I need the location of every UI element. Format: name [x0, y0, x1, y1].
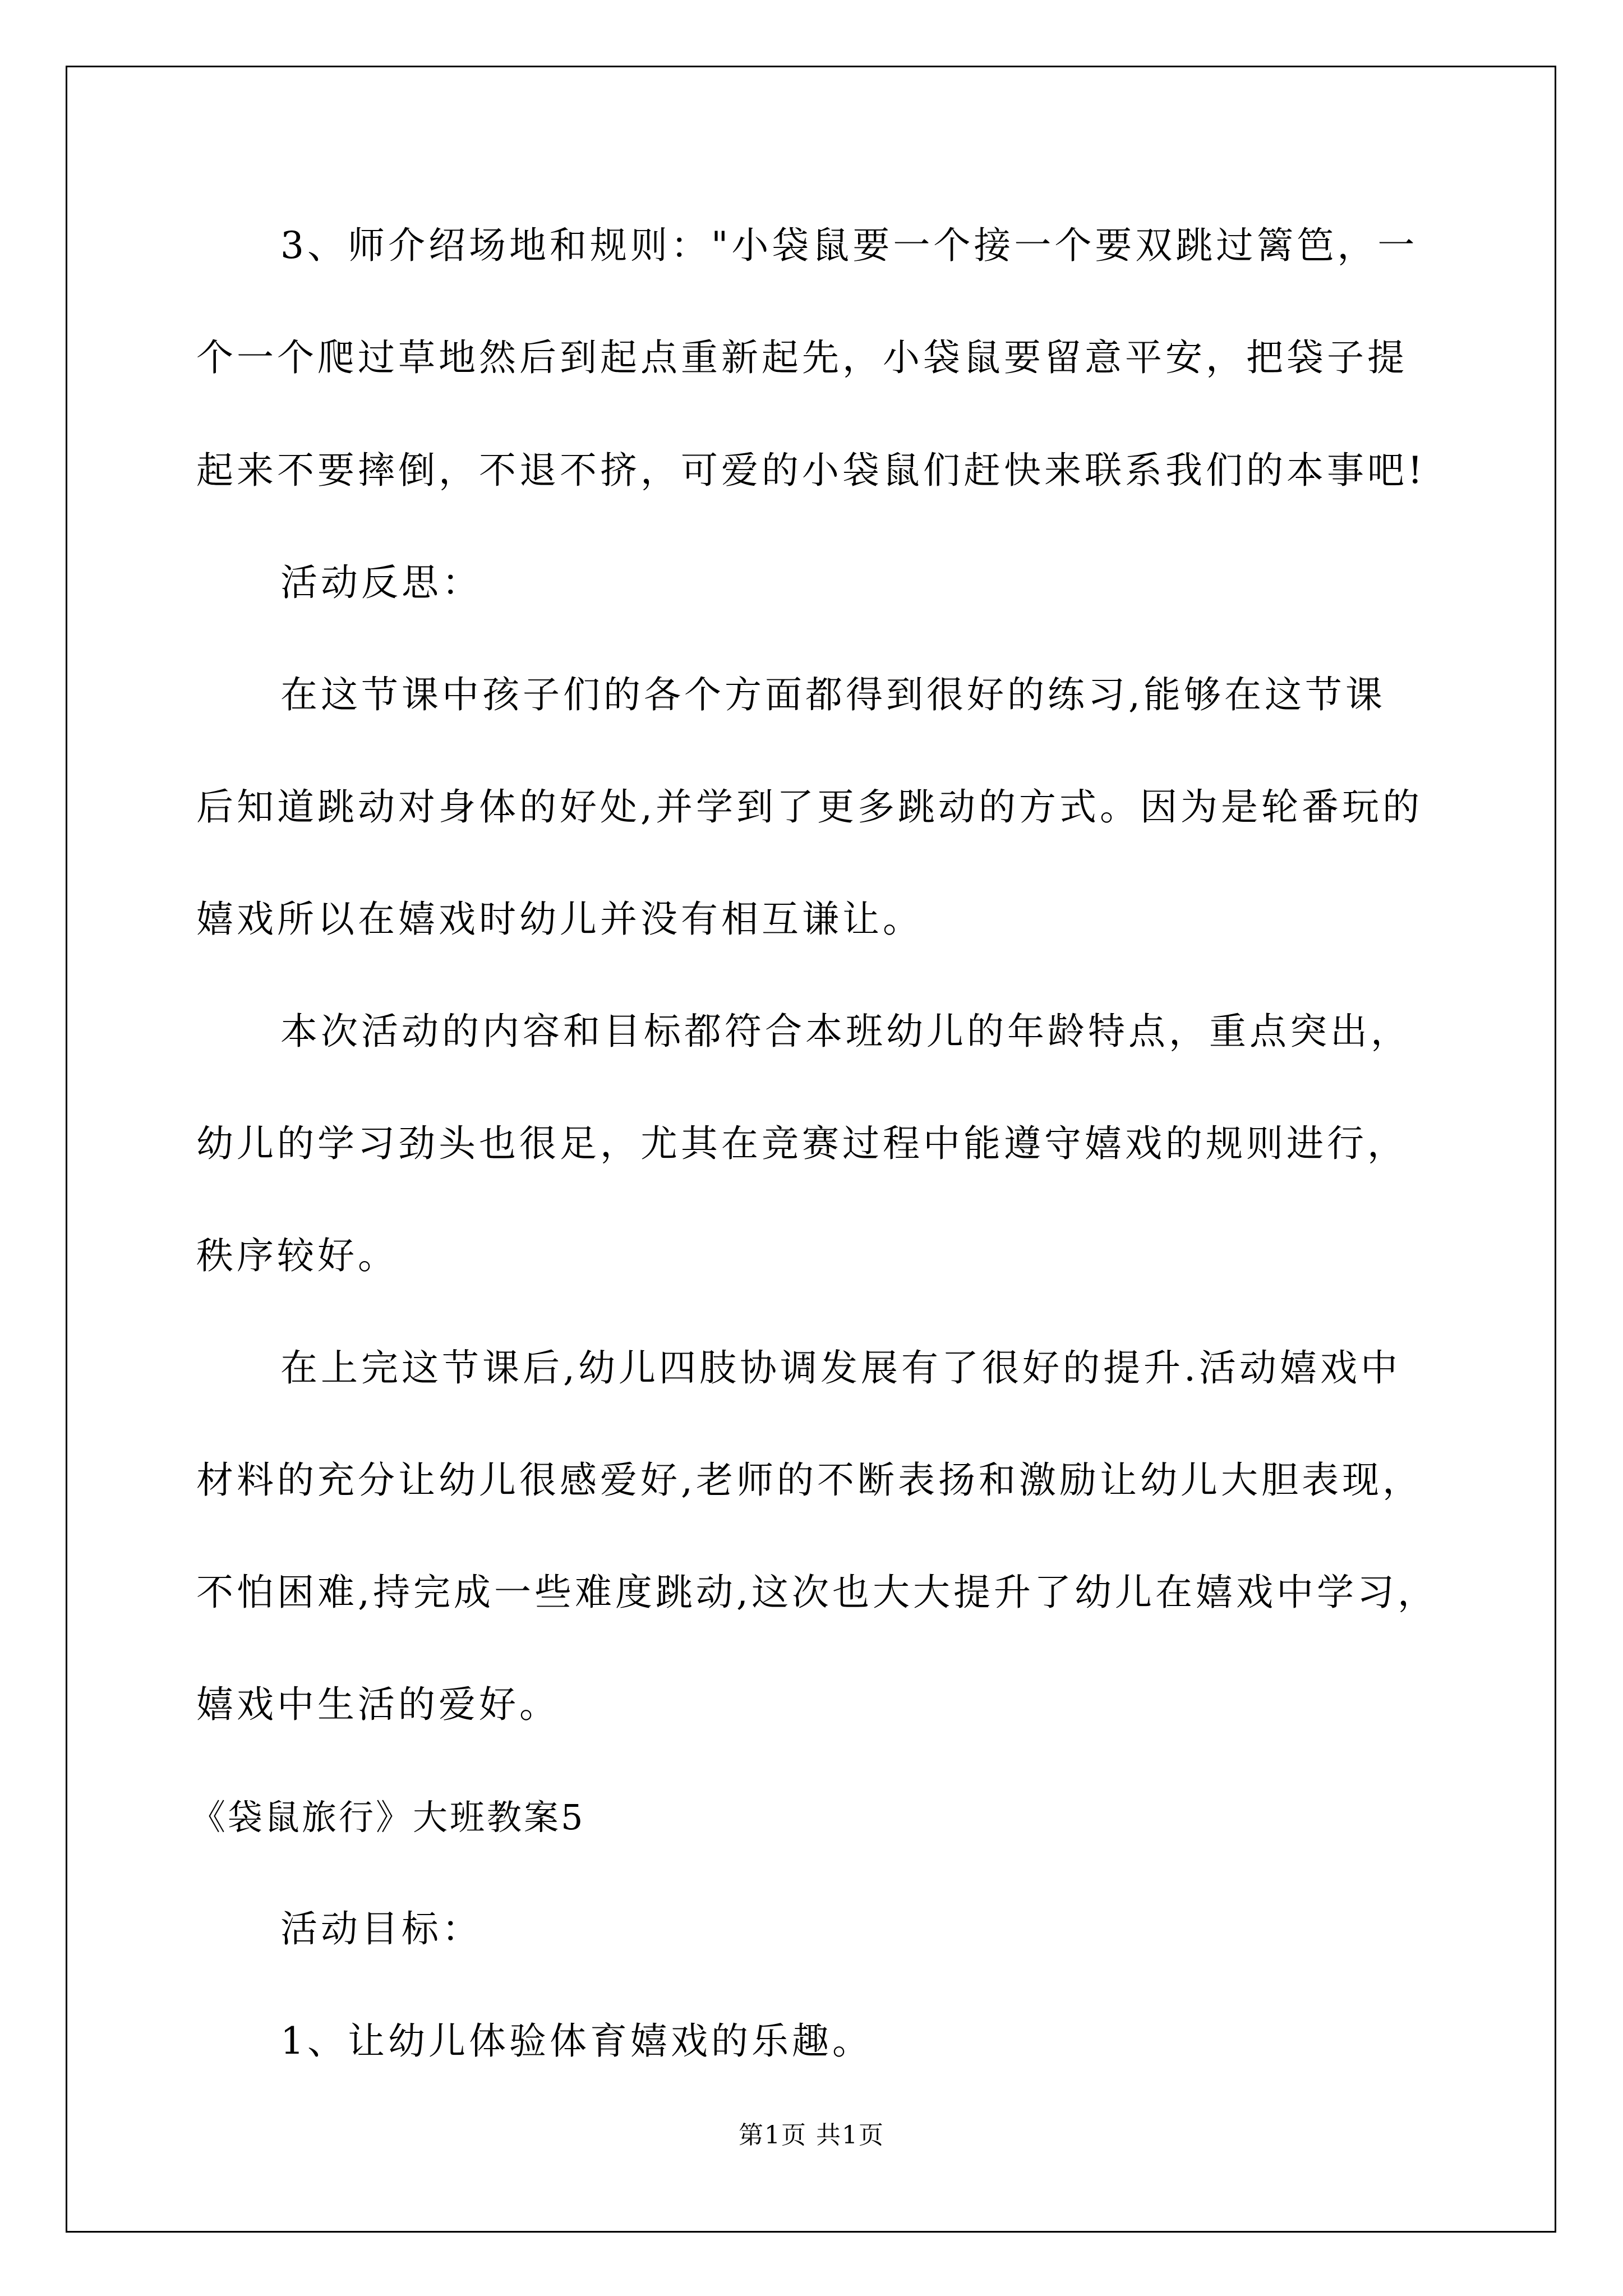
paragraph-line: 嬉戏所以在嬉戏时幼儿并没有相互谦让。 [196, 898, 923, 941]
section-heading: 活动目标： [280, 1907, 482, 1950]
paragraph-line: 不怕困难,持完成一些难度跳动,这次也大大提升了幼儿在嬉戏中学习， [196, 1571, 1438, 1614]
lesson-title: 《袋鼠旅行》大班教案5 [191, 1797, 585, 1838]
page-footer: 第1页 共1页 [739, 2121, 884, 2150]
paragraph-line: 幼儿的学习劲头也很足，尤其在竞赛过程中能遵守嬉戏的规则进行， [196, 1122, 1408, 1165]
paragraph-line: 3、师介绍场地和规则："小袋鼠要一个接一个要双跳过篱笆，一 [280, 224, 1418, 267]
paragraph-line: 材料的充分让幼儿很感爱好,老师的不断表扬和激励让幼儿大胆表现， [196, 1458, 1423, 1502]
paragraph-line: 在这节课中孩子们的各个方面都得到很好的练习,能够在这节课 [280, 673, 1386, 716]
paragraph-line: 嬉戏中生活的爱好。 [196, 1683, 560, 1726]
paragraph-line: 秩序较好。 [196, 1234, 398, 1277]
paragraph-line: 后知道跳动对身体的好处,并学到了更多跳动的方式。因为是轮番玩的 [196, 785, 1423, 829]
paragraph-line: 起来不要摔倒，不退不挤，可爱的小袋鼠们赶快来联系我们的本事吧! [196, 449, 1426, 492]
paragraph-line: 1、让幼儿体验体育嬉戏的乐趣。 [280, 2019, 873, 2063]
paragraph-line: 个一个爬过草地然后到起点重新起先，小袋鼠要留意平安，把袋子提 [196, 336, 1408, 379]
section-heading: 活动反思： [280, 561, 482, 604]
paragraph-line: 在上完这节课后,幼儿四肢协调发展有了很好的提升.活动嬉戏中 [280, 1346, 1401, 1389]
paragraph-line: 本次活动的内容和目标都符合本班幼儿的年龄特点，重点突出， [280, 1010, 1411, 1053]
